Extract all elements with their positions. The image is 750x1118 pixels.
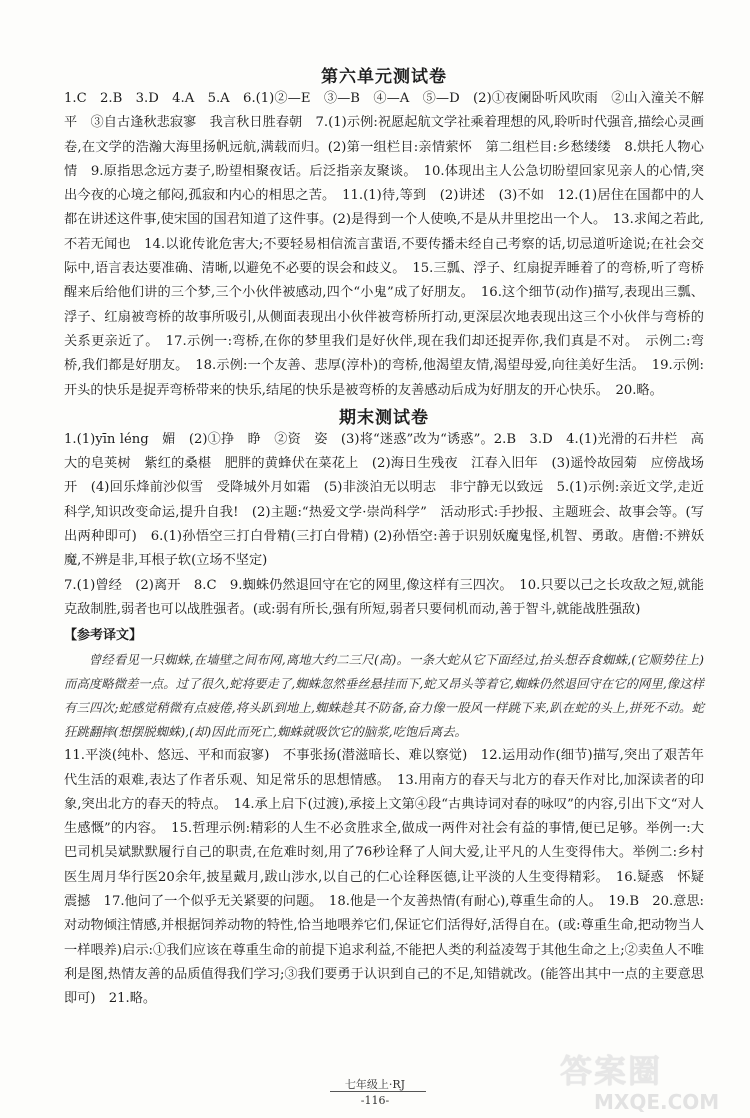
unit6-title: 第六单元测试卷 <box>321 67 447 87</box>
footer-grade-label: 七年级上·RJ <box>344 1078 406 1091</box>
reference-translation-label: 【参考译文】 <box>64 628 143 644</box>
footer-divider <box>330 1091 426 1092</box>
final-answers-part-a <box>64 428 704 574</box>
handwritten-note: (能答出其中一点的主要意思即可) <box>64 966 704 1007</box>
reference-translation: 曾经看见一只蜘蛛,在墙壁之间布网,离地大约二三尺(高)。一条大蛇从它下面经过,抬头想吞食蜘蛛,(它顺势往上)而高度略微差一点。过了很久,蛇将要走了,蜘蛛忽然垂丝悬挂而下,蛇又昂头等着它,蜘蛛仍然退回守在它的网里,像这样有三四次;蛇感觉稍微有点疲倦,将头趴到地上,蜘蛛趁其不防备,奋力像一股风一样跳下来,趴在蛇的头上,拼死不动。蛇狂跳翻摔(想摆脱蜘蛛),(却)因此而死亡,蜘蛛就吸饮它的脑浆,吃饱后离去。 <box>64 652 704 740</box>
handwritten-note: (写出两种即可) <box>64 504 704 545</box>
final-answers-part-c <box>64 744 718 1011</box>
handwritten-note: (三打白骨精) <box>290 529 369 545</box>
handwritten-note: (立场不坚定) <box>191 553 268 569</box>
final-answers-a-tail: (2)孙悟空:善于识别妖魔鬼怪,机智、勇敢。唐僧:不辨妖魔,不辨是非,耳根子软 <box>64 529 705 569</box>
page-content <box>64 62 718 1012</box>
page-number: -116- <box>360 1094 390 1107</box>
final-answers-a-mid: 6.(1)孙悟空三打白骨精 <box>150 529 291 545</box>
watermark-url: MXQE.COM <box>594 1090 720 1114</box>
final-answers-c: 11.平淡(纯朴、悠远、平和而寂寥) 不事张扬(潜滋暗长、难以察觉) 12.运用动作(细节)描写,突出了艰苦年代生活的艰难,表达了作者乐观、知足常乐的思想情感。 13.用南方的春天与北方的春天作对比,加深读者的印象,突出北方的春天的特点。 14.承上启下(过渡),承接上文第④段“古典诗词对春的咏叹”的内容,引出下文“对人生感慨”的内容。 15.哲理示例:精彩的人生不必贪胜求全,做成一两件对社会有益的事情,便已足够。举例一:大巴司机吴斌默默履行自己的职责,在危难时刻,用了76秒诠释了人间大爱,让平凡的人生变得伟大。举例二:乡村医生周月华行医20余年,披星戴月,跋山涉水,以自己的仁心诠释医德,让平淡的人生变得精彩。 16.疑惑 怀疑 震撼 17.他问了一个似乎无关紧要的问题。 18.他是一个友善热情(有耐心),尊重生命的人。 19.B 20.意思:对动物倾注情感,并根据饲养动物的特性,恰当地喂养它们,保证它们活得好,活得自在。 <box>64 748 718 934</box>
final-answers-b: 7.(1)曾经 (2)离开 8.C 9.蜘蛛仍然退回守在它的网里,像这样有三四次。 10.只要以己之长攻敌之短,就能克敌制胜,弱者也可以战胜强者。 <box>64 577 704 617</box>
unit6-answers: 1.C 2.B 3.D 4.A 5.A 6.(1)②—E ③—B ④—A ⑤—D (2)①夜阑卧听风吹雨 ②山入潼关不解平 ③自古逢秋悲寂寥 我言秋日胜春朝 7.(1)示例:祝愿起航文学社乘着理想的风,聆听时代强音,描绘心灵画卷,在文学的浩瀚大海里扬帆远航,满载而归。(2)第一组栏目:亲情萦怀 第二组栏目:乡愁缕缕 8.烘托人物心情 9.原指思念远方妻子,盼望相聚夜话。后泛指亲友聚谈。 10.体现出主人公急切盼望回家见亲人的心情,突出今夜的心境之郁闷,孤寂和内心的相思之苦。 11.(1)待,等到 (2)讲述 (3)不如 12.(1)居住在国都中的人都在讲述这件事,使宋国的国君知道了这件事。(2)是得到一个人使唤,不是从井里挖出一个人。 13.求闻之若此,不若无闻也 14.以讹传讹危害大;不要轻易相信流言蜚语,不要传播未经自己考察的话,切忌道听途说;在社会交际中,语言表达要准确、清晰,以避免不必要的误会和歧义。 15.三瓢、浮子、红扇捉弄睡着了的弯桥,听了弯桥醒来后给他们讲的三个梦,三个小伙伴被感动,四个“小鬼”成了好朋友。 16.这个细节(动作)描写,表现出三瓢、浮子、红扇被弯桥的故事所吸引,从侧面表现出小伙伴被弯桥所打动,更深层次地表现出这三个小伙伴与弯桥的关系更亲近了。 17.示例一:弯桥,在你的梦里我们是好伙伴,现在我们却还捉弄你,我们真是不对。 示例二:弯桥,我们都是好朋友。 18.示例:一个友善、悲厚(淳朴)的弯桥,他渴望友情,渴望母爱,向往美好生活。 19.示例:开头的快乐是捉弄弯桥带来的快乐,结尾的快乐是被弯桥的友善感动后成为好朋友的开心快乐。 20.略。 <box>64 91 704 398</box>
final-answers-d-tail: 21.略。 <box>108 991 157 1007</box>
final-exam-title: 期末测试卷 <box>339 407 429 428</box>
final-answers-d: 启示:①我们应该在尊重生命的前提下追求利益,不能把人类的利益凌驾于其他生命之上;②卖鱼人不唯利是图,热情友善的品质值得我们学习;③我们要勇于认识到自己的不足,知错就改。 <box>64 942 704 982</box>
handwritten-note: (或:尊重生命,把动物当人一样喂养) <box>64 918 705 958</box>
final-answers-part-b <box>64 574 704 623</box>
watermark-logo: 答案圈 <box>560 1052 663 1090</box>
handwritten-note: (或:弱有所长,强有所短,弱者只要伺机而动,善于智斗,就能战胜强敌) <box>252 601 641 617</box>
final-answers-a: 1.(1)yīn léng 媚 (2)①挣 睁 ②资 姿 (3)将“迷惑”改为“诱惑”。2.B 3.D 4.(1)光滑的石井栏 高大的皂荚树 紫红的桑椹 肥胖的黄蜂伏在菜花上 (2)海日生残夜 江春入旧年 (3)遥怜故园菊 应傍战场开 (4)回乐烽前沙似雪 受降城外月如霜 (5)非淡泊无以明志 非宁静无以致远 5.(1)示例:亲近文学,走近科学,知识改变命运,提升自我! (2)主题:“热爱文学·崇尚科学” 活动形式:手抄报、主题班会、故事会等。 <box>64 431 704 520</box>
